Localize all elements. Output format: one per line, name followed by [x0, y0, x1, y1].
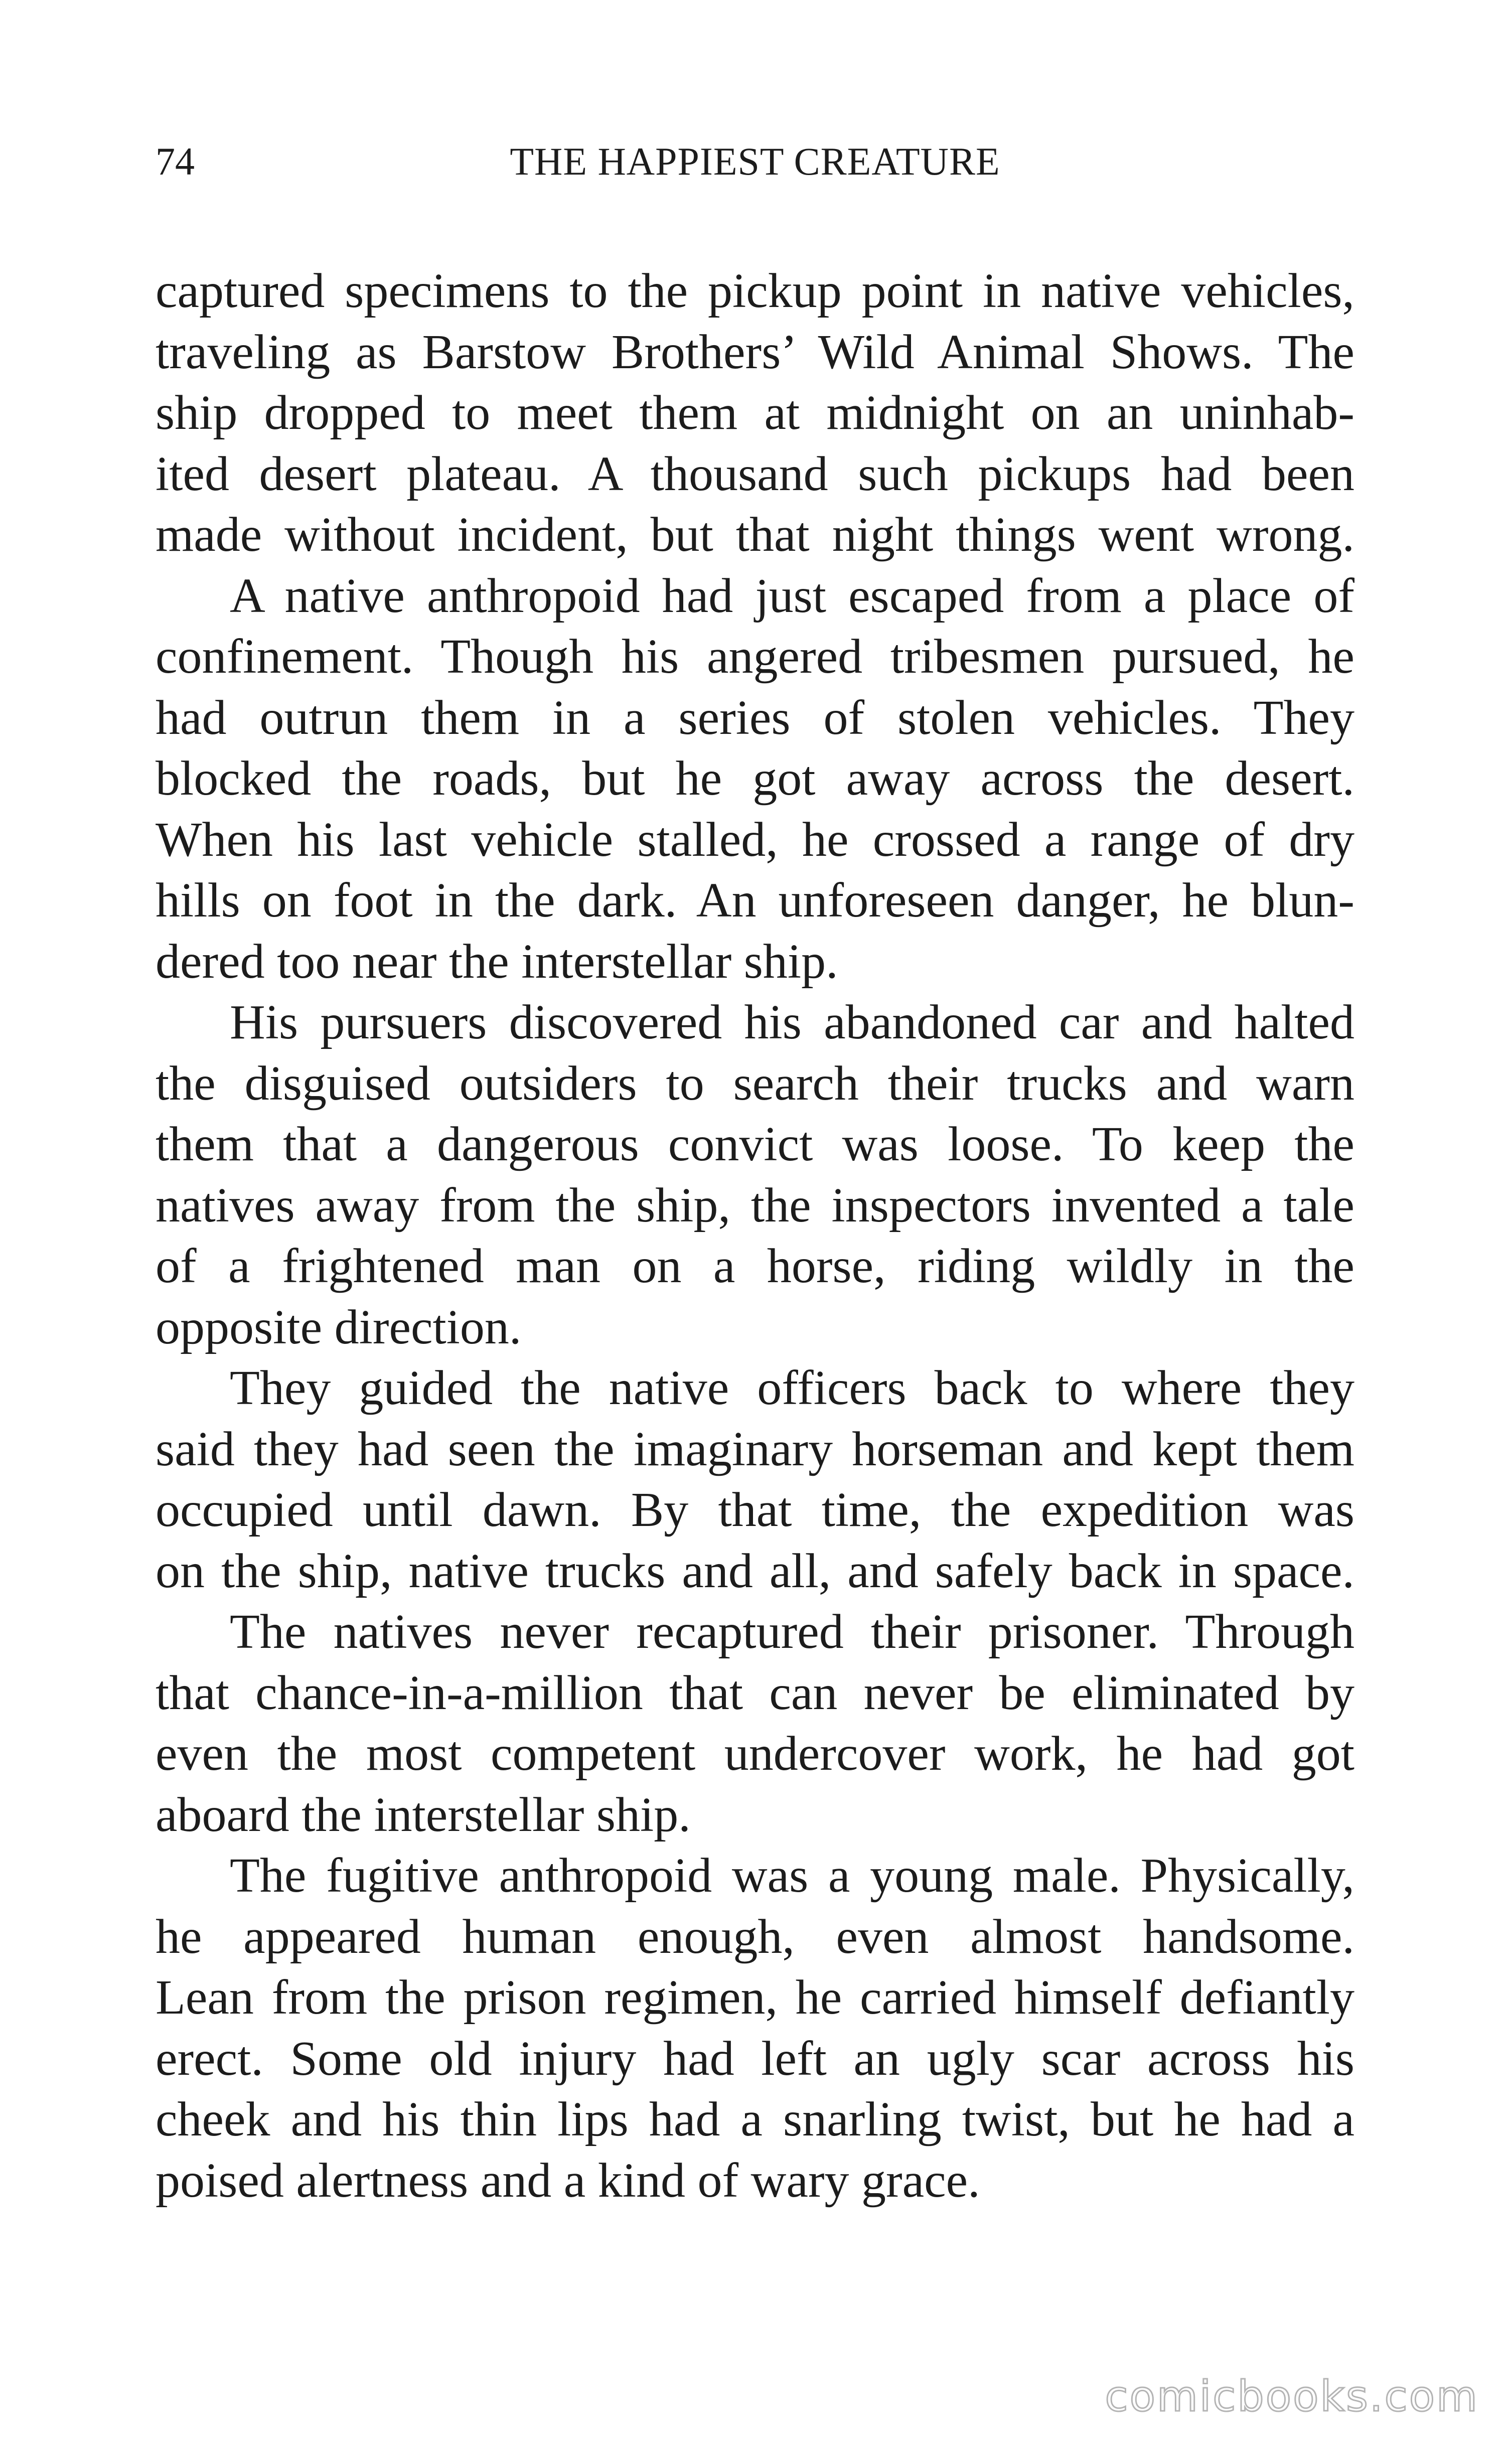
text-line: occupied until dawn. By that time, the expedition was [156, 1483, 1354, 1537]
text-line: opposite direction. [156, 1300, 522, 1354]
text-line: His pursuers discovered his abandoned car and halted [230, 995, 1354, 1049]
text-line: traveling as Barstow Brothers’ Wild Animal Shows. The [156, 325, 1354, 379]
text-line: them that a dangerous convict was loose. To keep the [156, 1117, 1354, 1171]
text-line: The natives never recaptured their prisoner. Through [230, 1605, 1354, 1659]
text-line: Lean from the prison regimen, he carried himself defiantly [156, 1970, 1354, 2025]
text-line: captured specimens to the pickup point in native vehicles, [156, 264, 1354, 318]
text-line: confinement. Though his angered tribesmen pursued, he [156, 630, 1354, 684]
text-line: had outrun them in a series of stolen vehicles. They [156, 690, 1354, 745]
text-line: dered too near the interstellar ship. [156, 934, 838, 989]
text-line: poised alertness and a kind of wary grace. [156, 2153, 980, 2208]
paragraph [156, 1846, 1354, 2211]
text-line: cheek and his thin lips had a snarling twist, but he had a [156, 2092, 1354, 2146]
running-head [156, 131, 1354, 192]
paragraph [156, 261, 1354, 566]
text-line: When his last vehicle stalled, he crossed a range of dry [156, 812, 1354, 867]
text-line: the disguised outsiders to search their trucks and warn [156, 1056, 1354, 1111]
text-line: hills on foot in the dark. An unforeseen danger, he blun- [156, 873, 1354, 928]
page-number: 74 [156, 139, 195, 183]
text-line: of a frightened man on a horse, riding wildly in the [156, 1239, 1354, 1293]
text-line: on the ship, native trucks and all, and safely back in space. [156, 1544, 1354, 1598]
running-title: THE HAPPIEST CREATURE [510, 139, 1000, 183]
body-text [156, 261, 1354, 2211]
text-line: erect. Some old injury had left an ugly scar across his [156, 2031, 1354, 2086]
watermark: comicbooks.com [1105, 2372, 1479, 2421]
text-line: said they had seen the imaginary horseman and kept them [156, 1422, 1354, 1476]
text-line: made without incident, but that night things went wrong. [156, 508, 1354, 562]
text-line: ship dropped to meet them at midnight on an uninhab- [156, 386, 1354, 440]
text-line: ited desert plateau. A thousand such pickups had been [156, 446, 1354, 501]
text-line: even the most competent undercover work, he had got [156, 1727, 1354, 1781]
paragraph [156, 992, 1354, 1358]
text-line: he appeared human enough, even almost handsome. [156, 1909, 1354, 1964]
paragraph [156, 566, 1354, 993]
paragraph [156, 1602, 1354, 1846]
text-line: They guided the native officers back to where they [230, 1361, 1354, 1415]
paragraph [156, 1358, 1354, 1602]
text-line: natives away from the ship, the inspectors invented a tale [156, 1178, 1354, 1233]
text-line: blocked the roads, but he got away across the desert. [156, 751, 1354, 806]
text-line: The fugitive anthropoid was a young male. Physically, [230, 1849, 1354, 1903]
text-line: A native anthropoid had just escaped from a place of [230, 568, 1354, 623]
text-line: that chance-in-a-million that can never be eliminated by [156, 1665, 1354, 1720]
text-line: aboard the interstellar ship. [156, 1787, 691, 1842]
